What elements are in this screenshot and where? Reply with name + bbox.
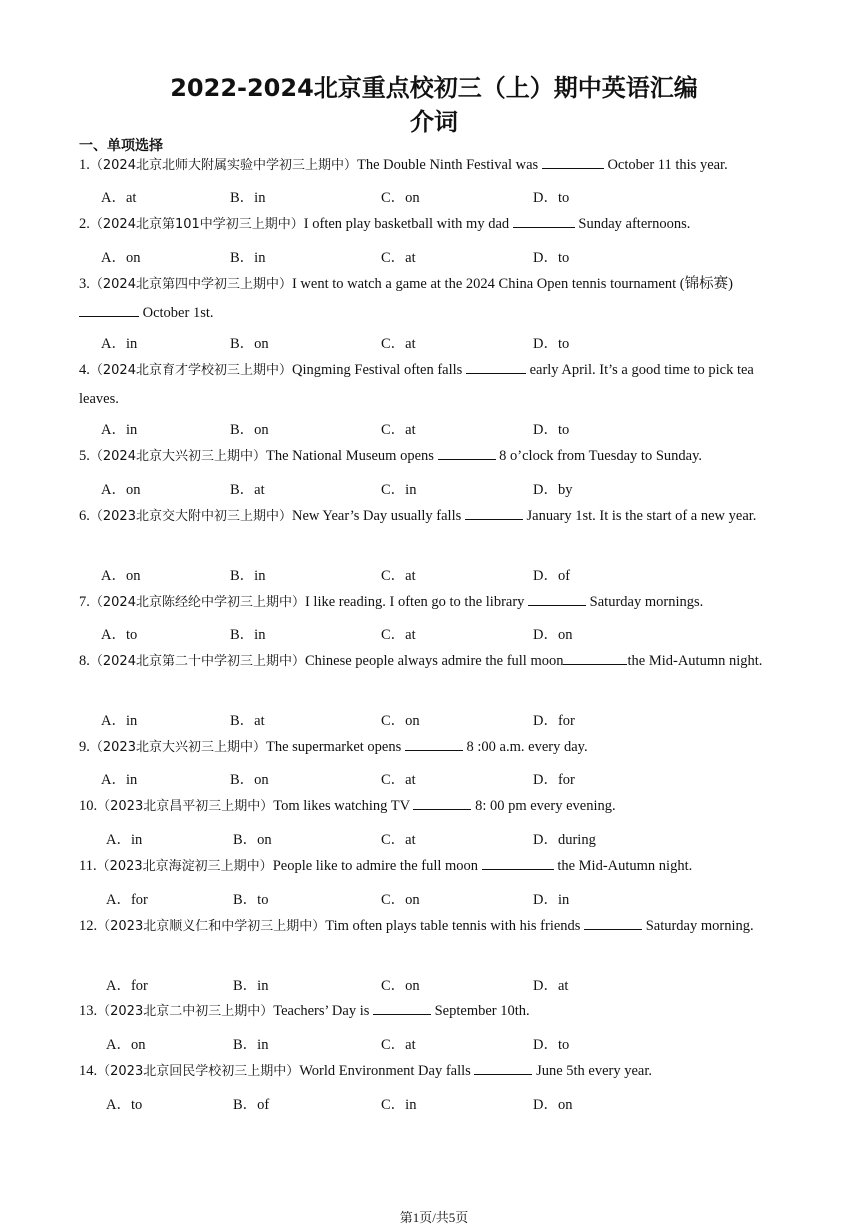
option-b[interactable]: B．in (233, 1037, 269, 1053)
answer-blank (373, 1000, 431, 1015)
question-text: World Environment Day falls (299, 1063, 471, 1079)
option-a[interactable]: A．in (101, 422, 138, 438)
question-stem (79, 210, 793, 239)
option-c[interactable]: C．at (381, 336, 416, 352)
option-b[interactable]: B．on (233, 832, 272, 848)
option-c[interactable]: C．at (381, 250, 416, 266)
question-text: October 1st. (142, 305, 214, 321)
question-text: Teachers’ Day is (273, 1003, 370, 1019)
question-number: 14. (79, 1063, 98, 1079)
option-a[interactable]: A．at (101, 190, 137, 206)
question-text: The supermarket opens (265, 739, 402, 755)
question-number: 13. (79, 1003, 98, 1019)
option-c[interactable]: C．at (381, 422, 416, 438)
question-source: （2023北京昌平初三上期中） (97, 799, 274, 814)
answer-blank (413, 795, 471, 810)
question-source: （2023北京二中初三上期中） (97, 1004, 274, 1019)
options-row (0, 246, 868, 268)
question-text: Qingming Festival often falls (291, 362, 463, 378)
question-number: 6. (79, 508, 90, 524)
options-row (0, 564, 868, 586)
answer-blank (584, 915, 642, 930)
question-stem (79, 502, 793, 531)
answer-blank (466, 359, 526, 374)
answer-blank (513, 213, 575, 228)
question-text: New Year’s Day usually falls (291, 508, 462, 524)
option-c[interactable]: C．on (381, 713, 420, 729)
option-a[interactable]: A．on (101, 250, 141, 266)
question-number: 7. (79, 594, 90, 610)
option-c[interactable]: C．on (381, 892, 420, 908)
question-number: 4. (79, 362, 90, 378)
question-text: early April. It’s a good time to pick tea leaves. (79, 362, 754, 407)
options-row (0, 888, 868, 910)
question-source: （2023北京交大附中初三上期中） (89, 509, 292, 524)
question-stem (79, 270, 793, 327)
option-c[interactable]: C．at (381, 772, 416, 788)
option-d[interactable]: D．for (533, 713, 575, 729)
option-d[interactable]: D．to (533, 190, 570, 206)
option-b[interactable]: B．on (230, 336, 269, 352)
question-source: （2023北京回民学校初三上期中） (97, 1064, 300, 1079)
option-b[interactable]: B．of (233, 1097, 270, 1113)
question-source: （2024北京第四中学初三上期中） (89, 277, 292, 292)
question-stem (79, 792, 793, 821)
question-source: （2024北京第101中学初三上期中） (89, 217, 304, 232)
question-text: Tom likes watching TV (273, 798, 410, 814)
answer-blank (528, 591, 586, 606)
options-row (0, 709, 868, 731)
question-text: I went to watch a game at the 2024 China Open tennis tournament (锦标赛) (291, 276, 733, 292)
option-c[interactable]: C．in (381, 1097, 417, 1113)
option-d[interactable]: D．by (533, 482, 573, 498)
question-text: I like reading. I often go to the library (304, 594, 525, 610)
question-number: 1. (79, 157, 90, 173)
question-stem (79, 852, 793, 881)
question-text: Tim often plays table tennis with his friends (325, 918, 581, 934)
question-number: 12. (79, 918, 98, 934)
section-heading: 一、单项选择 (79, 138, 163, 154)
option-d[interactable]: D．to (533, 250, 570, 266)
page-footer: 第1页/共5页 (399, 1210, 469, 1225)
options-row (0, 768, 868, 790)
question-stem (79, 442, 793, 471)
question-text: The National Museum opens (265, 448, 434, 464)
options-row (0, 623, 868, 645)
question-stem (79, 647, 793, 676)
question-text: Saturday morning. (645, 918, 754, 934)
answer-blank (563, 650, 627, 665)
document-title: 2022-2024北京重点校初三（上）期中英语汇编 (170, 74, 698, 102)
question-stem (79, 151, 793, 180)
option-a[interactable]: A．in (101, 713, 138, 729)
option-d[interactable]: D．on (533, 1097, 573, 1113)
question-text: January 1st. It is the start of a new year. (526, 508, 757, 524)
answer-blank (79, 302, 139, 317)
answer-blank (474, 1060, 532, 1075)
option-c[interactable]: C．at (381, 832, 416, 848)
answer-blank (542, 154, 604, 169)
option-c[interactable]: C．in (381, 482, 417, 498)
question-source: （2024北京第二十中学初三上期中） (89, 654, 305, 669)
question-stem (79, 997, 793, 1026)
option-b[interactable]: B．in (230, 190, 266, 206)
option-c[interactable]: C．on (381, 190, 420, 206)
question-number: 3. (79, 276, 90, 292)
question-number: 5. (79, 448, 90, 464)
answer-blank (482, 855, 554, 870)
question-stem (79, 588, 793, 617)
option-b[interactable]: B．in (230, 627, 266, 643)
option-b[interactable]: B．in (230, 250, 266, 266)
option-d[interactable]: D．in (533, 892, 570, 908)
question-number: 8. (79, 653, 90, 669)
question-stem (79, 912, 793, 941)
question-text: the Mid-Autumn night. (557, 858, 693, 874)
option-d[interactable]: D．of (533, 568, 571, 584)
question-text: June 5th every year. (536, 1063, 653, 1079)
question-text: October 11 this year. (607, 157, 728, 173)
option-a[interactable]: A．for (106, 978, 148, 994)
question-text: 8 o’clock from Tuesday to Sunday. (499, 448, 703, 464)
option-c[interactable]: C．at (381, 1037, 416, 1053)
option-a[interactable]: A．in (101, 336, 138, 352)
answer-blank (405, 736, 463, 751)
question-text: 8: 00 pm every evening. (475, 798, 616, 814)
option-d[interactable]: D．on (533, 627, 573, 643)
option-b[interactable]: B．on (230, 422, 269, 438)
document-subtitle: 介词 (410, 108, 458, 136)
options-row (0, 478, 868, 500)
question-stem (79, 356, 793, 413)
option-d[interactable]: D．during (533, 832, 596, 848)
question-text: Chinese people always admire the full moon (304, 653, 564, 669)
option-a[interactable]: A．for (106, 892, 148, 908)
question-text: 8 :00 a.m. every day. (466, 739, 588, 755)
question-number: 2. (79, 216, 90, 232)
answer-blank (465, 505, 523, 520)
option-d[interactable]: D．to (533, 1037, 570, 1053)
option-b[interactable]: B．to (233, 892, 269, 908)
option-a[interactable]: A．in (101, 772, 138, 788)
options-row (0, 1093, 868, 1115)
option-d[interactable]: D．to (533, 336, 570, 352)
question-source: （2024北京育才学校初三上期中） (89, 363, 292, 378)
option-b[interactable]: B．on (230, 772, 269, 788)
options-row (0, 418, 868, 440)
question-source: （2023北京顺义仁和中学初三上期中） (97, 919, 326, 934)
options-row (0, 1033, 868, 1055)
option-c[interactable]: C．on (381, 978, 420, 994)
option-a[interactable]: A．to (106, 1097, 143, 1113)
option-a[interactable]: A．to (101, 627, 138, 643)
question-text: Saturday mornings. (589, 594, 704, 610)
option-d[interactable]: D．to (533, 422, 570, 438)
question-source: （2023北京海淀初三上期中） (96, 859, 273, 874)
options-row (0, 828, 868, 850)
question-text: I often play basketball with my dad (303, 216, 510, 232)
option-d[interactable]: D．for (533, 772, 575, 788)
question-source: （2023北京大兴初三上期中） (89, 740, 266, 755)
option-b[interactable]: B．in (233, 978, 269, 994)
question-text: Sunday afternoons. (578, 216, 691, 232)
options-row (0, 186, 868, 208)
question-number: 9. (79, 739, 90, 755)
option-a[interactable]: A．on (101, 482, 141, 498)
question-source: （2024北京北师大附属实验中学初三上期中） (89, 158, 357, 173)
question-text: People like to admire the full moon (272, 858, 479, 874)
options-row (0, 974, 868, 996)
question-number: 10. (79, 798, 98, 814)
question-stem (79, 733, 793, 762)
question-text: September 10th. (434, 1003, 530, 1019)
option-c[interactable]: C．at (381, 568, 416, 584)
option-a[interactable]: A．on (106, 1037, 146, 1053)
option-a[interactable]: A．on (101, 568, 141, 584)
option-d[interactable]: D．at (533, 978, 569, 994)
options-row (0, 332, 868, 354)
answer-blank (438, 445, 496, 460)
option-b[interactable]: B．at (230, 713, 265, 729)
question-stem (79, 1057, 793, 1086)
question-source: （2024北京大兴初三上期中） (89, 449, 266, 464)
question-number: 11. (79, 858, 97, 874)
option-b[interactable]: B．in (230, 568, 266, 584)
question-text: The Double Ninth Festival was (356, 157, 539, 173)
option-a[interactable]: A．in (106, 832, 143, 848)
question-text: the Mid-Autumn night. (627, 653, 763, 669)
option-c[interactable]: C．at (381, 627, 416, 643)
option-b[interactable]: B．at (230, 482, 265, 498)
question-source: （2024北京陈经纶中学初三上期中） (89, 595, 305, 610)
